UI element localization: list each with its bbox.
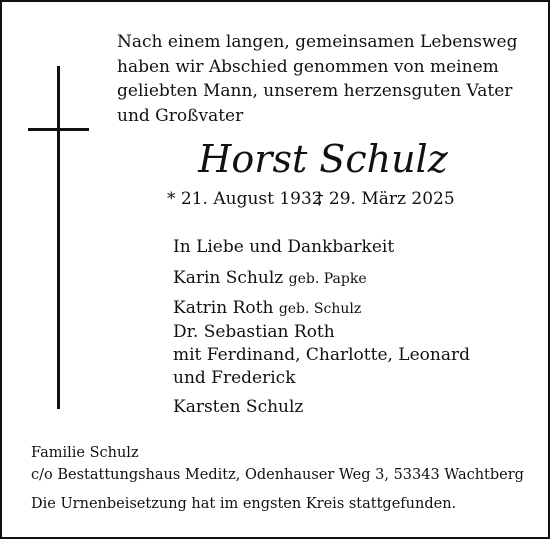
family-contact <box>31 442 546 486</box>
family-name: Familie Schulz <box>31 445 139 461</box>
mourner-karsten: Karsten Schulz <box>173 397 304 417</box>
deceased-name: Horst Schulz <box>198 137 448 181</box>
life-dates <box>167 187 547 211</box>
intro-text <box>117 30 537 128</box>
mourner-birthname: geb. Schulz <box>278 301 362 317</box>
mourner-sebastian: Dr. Sebastian Roth <box>173 322 335 342</box>
family-address: c/o Bestattungshaus Meditz, Odenhauser Weg 3, 53343 Wachtberg <box>31 467 524 483</box>
mourners-heading: In Liebe und Dankbarkeit <box>173 237 395 257</box>
mourner-birthname: geb. Papke <box>288 271 367 287</box>
birth-date: * 21. August 1932 <box>167 189 323 209</box>
burial-note: Die Urnenbeisetzung hat im engsten Kreis stattgefunden. <box>31 496 457 512</box>
mourner-name: Katrin Roth <box>173 298 274 318</box>
mourner-karin <box>173 267 543 291</box>
intro-line: haben wir Abschied genommen von meinem <box>117 56 499 77</box>
cross-icon-vertical <box>57 66 60 409</box>
mourners-list <box>173 236 543 419</box>
mourner-children-2: und Frederick <box>173 368 296 388</box>
death-date: † 29. März 2025 <box>315 189 455 209</box>
mourner-children-1: mit Ferdinand, Charlotte, Leonard <box>173 345 470 365</box>
intro-line: geliebten Mann, unserem herzensguten Vater <box>117 81 513 101</box>
mourner-katrin <box>173 297 543 321</box>
cross-icon-horizontal <box>28 128 89 131</box>
intro-line: Nach einem langen, gemeinsamen Lebensweg <box>117 32 518 52</box>
mourner-name: Karin Schulz <box>173 268 284 288</box>
intro-line: und Großvater <box>117 105 244 126</box>
